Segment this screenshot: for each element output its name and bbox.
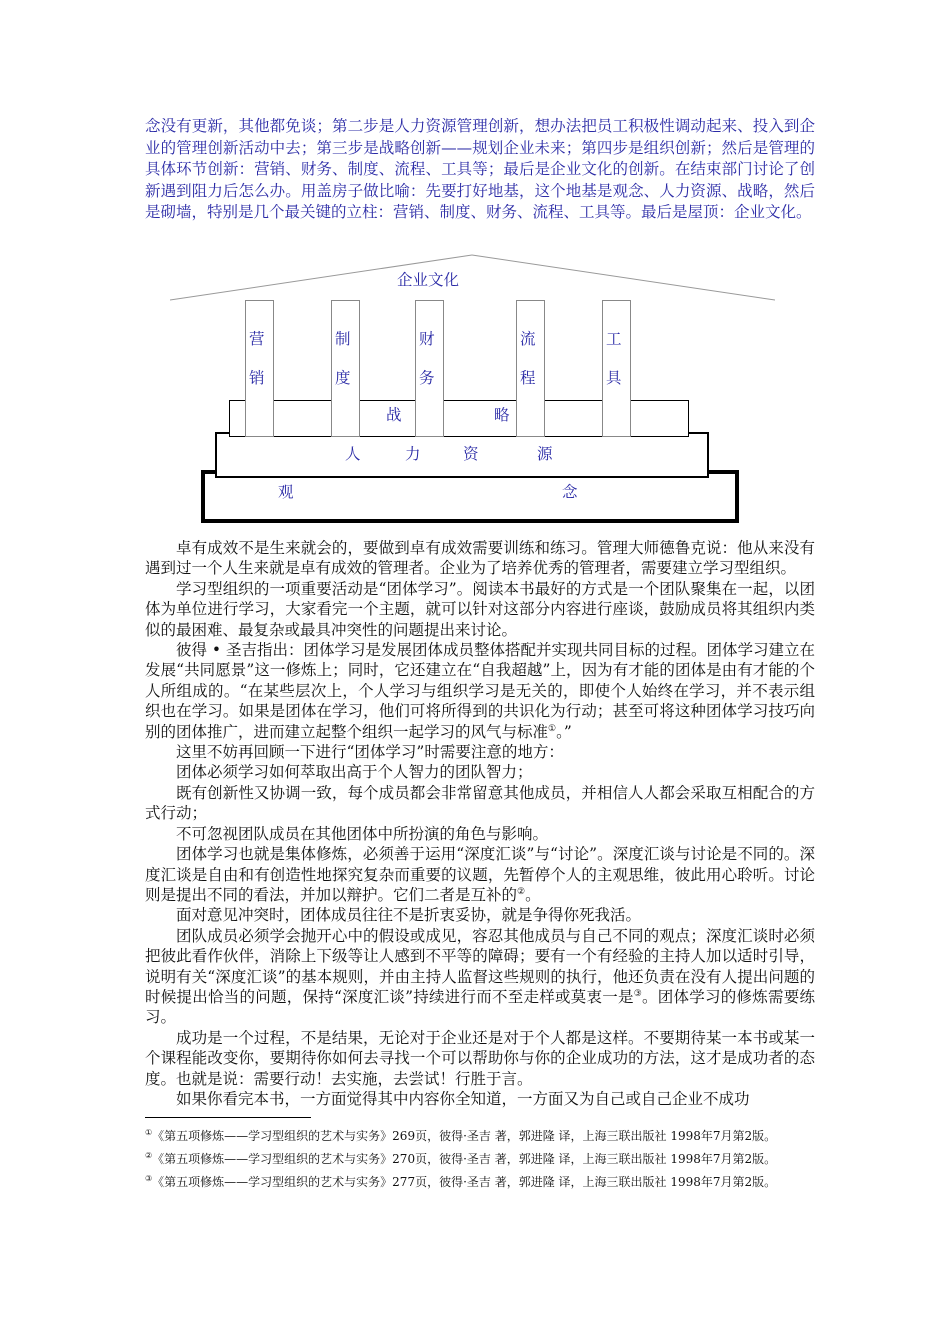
paragraph-text: 团队成员必须学会抛开心中的假设或成见，容忍其他成员与自己不同的观点；深度汇谈时必须把彼此看作伙伴，消除上下级等让人感到不平等的障碍；要有一个有经验的主持人加以适时引导，说明有关“深度汇谈”的基本规则，并由主持人监督这些规则的执行，他还负责在没有人提出问题的时候提出恰当的问题，保持“深度汇谈”持续进行而不至走样或莫衷一是	[145, 926, 815, 1006]
strategy-char-1: 战	[386, 406, 402, 424]
pillar-marketing	[245, 300, 274, 437]
strategy-char-2: 略	[494, 406, 510, 424]
pillar-char: 程	[520, 369, 536, 387]
hr-char-4: 源	[537, 445, 553, 463]
paragraph: 团体必须学习如何萃取出高于个人智力的团队智力；	[176, 763, 533, 782]
pillar-char: 务	[419, 369, 435, 387]
footnote	[145, 1170, 815, 1191]
paragraph-tail: 。团体学习的修炼需要练习。	[145, 987, 815, 1027]
paragraph: 面对意见冲突时，团体成员往往不是折衷妥协，就是争得你死我活。	[176, 906, 642, 925]
paragraph-dialogue	[145, 844, 815, 905]
hr-char-3: 资	[463, 445, 479, 463]
paragraph: 这里不妨再回顾一下进行“团体学习”时需要注意的地方：	[176, 743, 564, 762]
footnote	[145, 1147, 815, 1168]
pillar-finance	[415, 300, 444, 437]
pillar-char: 度	[335, 369, 351, 387]
footnote-mark: ①	[145, 1128, 153, 1137]
footnote-ref[interactable]: ③	[633, 988, 643, 999]
pillar-char: 流	[520, 330, 536, 348]
concept-char-1: 观	[278, 483, 294, 501]
paragraph: 不可忽视团队成员在其他团体中所扮演的角色与影响。	[176, 824, 549, 843]
paragraph: 如果你看完本书，一方面觉得其中内容你全知道，一方面又为自己或自己企业不成功	[176, 1089, 750, 1108]
footnote-separator	[145, 1117, 311, 1118]
paragraph-senge	[145, 640, 815, 742]
footnote-text: 《第五项修炼——学习型组织的艺术与实务》269页，彼得·圣吉 著，郭进隆 译，上海三联出版社 1998年7月第2版。	[152, 1129, 777, 1143]
pillar-char: 具	[606, 369, 622, 387]
pillar-char: 销	[249, 369, 265, 387]
pillar-process	[516, 300, 545, 437]
hr-char-2: 力	[405, 445, 421, 463]
concept-char-2: 念	[562, 483, 578, 501]
paragraph: 既有创新性又协调一致，每个成员都会非常留意其他成员，并相信人人都会采取互相配合的方式行动；	[145, 783, 815, 823]
paragraph-tail: 。”	[556, 722, 572, 741]
pillar-char: 工	[606, 330, 622, 348]
paragraph-members	[145, 926, 815, 1028]
pillar-char: 财	[419, 330, 435, 348]
pillar-char: 营	[249, 330, 265, 348]
paragraph-tail: 。	[525, 885, 541, 904]
footnote	[145, 1124, 815, 1145]
footnote-ref[interactable]: ①	[548, 723, 557, 734]
paragraph: 学习型组织的一项重要活动是“团体学习”。阅读本书最好的方式是一个团队聚集在一起，以团体为单位进行学习，大家看完一个主题，就可以针对这部分内容进行座谈，鼓励成员将其组织内类似的最困难、最复杂或最具冲突性的问题提出来讨论。	[145, 579, 815, 639]
footnote-mark: ②	[145, 1151, 153, 1160]
intro-paragraph: 念没有更新，其他都免谈；第二步是人力资源管理创新，想办法把员工积极性调动起来、投入到企业的管理创新活动中去；第三步是战略创新——规划企业未来；第四步是组织创新；然后是管理的具体环节创新：营销、财务、制度、流程、工具等；最后是企业文化的创新。在结束部门讨论了创新遇到阻力后怎么办。用盖房子做比喻：先要打好地基，这个地基是观念、人力资源、战略，然后是砌墙，特别是几个最关键的立柱：营销、制度、财务、流程、工具等。最后是屋顶：企业文化。	[145, 117, 815, 221]
footnotes	[145, 1124, 815, 1193]
pillar-tools	[602, 300, 631, 437]
body-text	[145, 538, 815, 1109]
hr-char-1: 人	[345, 445, 361, 463]
paragraph-text: 彼得 • 圣吉指出：团体学习是发展团体成员整体搭配并实现共同目标的过程。团体学习建立在发展“共同愿景”这一修炼上；同时，它还建立在“自我超越”上，因为有才能的团体是由有才能的个人所组成的。“在某些层次上，个人学习与组织学习是无关的，即使个人始终在学习，并不表示组织也在学习。如果是团体在学习，他们可将所得到的共识化为行动；甚至可将这种团体学习技巧向别的团体推广，进而建立起整个组织一起学习的风气与标准	[145, 641, 815, 741]
footnote-text: 《第五项修炼——学习型组织的艺术与实务》277页，彼得·圣吉 著，郭进隆 译，上海三联出版社 1998年7月第2版。	[152, 1175, 777, 1189]
footnote-ref[interactable]: ②	[517, 886, 526, 897]
paragraph: 成功是一个过程，不是结果，无论对于企业还是对于个人都是这样。不要期待某一本书或某一个课程能改变你，要期待你如何去寻找一个可以帮助你与你的企业成功的方法，这才是成功者的态度。也就是说：需要行动！去实施，去尝试！行胜于言。	[145, 1028, 815, 1088]
roof-label: 企业文化	[397, 271, 460, 289]
pillar-system	[331, 300, 360, 437]
paragraph: 卓有成效不是生来就会的，要做到卓有成效需要训练和练习。管理大师德鲁克说：他从来没有遇到过一个人生来就是卓有成效的管理者。企业为了培养优秀的管理者，需要建立学习型组织。	[145, 539, 815, 578]
footnote-mark: ③	[145, 1174, 153, 1183]
pillar-char: 制	[335, 330, 351, 348]
paragraph-text: 团体学习也就是集体修炼，必须善于运用“深度汇谈”与“讨论”。深度汇谈与讨论是不同的。深度汇谈是自由和有创造性地探究复杂而重要的议题，先暂停个人的主观思维，彼此用心聆听。讨论则是提出不同的看法，并加以辩护。它们二者是互补的	[145, 845, 815, 904]
hr-layer	[215, 432, 709, 478]
footnote-text: 《第五项修炼——学习型组织的艺术与实务》270页，彼得·圣吉 著，郭进隆 译，上海三联出版社 1998年7月第2版。	[152, 1152, 777, 1166]
house-diagram	[170, 250, 775, 530]
